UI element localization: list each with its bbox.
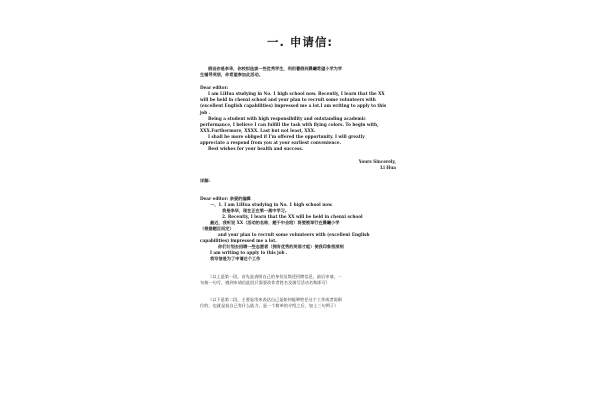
note-line: 句接一句写，遇到申请信此段只需要改作者姓名及填写活动名称即可） [200, 279, 330, 285]
explanation-line: I am writing to apply to this job . [210, 250, 288, 256]
explanation-salutation: Dear editor: 亲爱的编辑 [200, 195, 251, 201]
note-line: （以上是第一段，首先是表明自己的身份及简述招聘信息，最后申请，一 [208, 273, 343, 279]
explanation-line: and your plan to recruit some volunteers with (excellent English [218, 232, 370, 238]
prompt-line: 假设你是李华，你校拟选拔一些优秀学生，利用暑假到晨曦希望小学为学 [208, 66, 343, 71]
explanation-line: 2. Recently, I learn that the XX will be held in chenxi school [222, 213, 363, 219]
explanation-line: 我是李华，现在正在第一高中学习。 [222, 207, 290, 213]
letter-signature: Li Hua [380, 165, 396, 171]
paragraph-line: job . [200, 109, 211, 115]
page-title: 一. 申请信: [267, 35, 333, 49]
explanation-line: 我写信是为了申请这个工作 [210, 256, 261, 262]
explanation-line: 一、1. I am LiHua studying in No. 1 high school now. [210, 201, 333, 207]
letter-paragraph-2 [200, 116, 406, 134]
paragraph-line: I am LiHua studying in No. 1 high school now. Recently, I learn that the XX [208, 91, 385, 97]
letter-paragraph-1 [200, 91, 406, 115]
letter-paragraph-4 [200, 146, 406, 152]
paragraph-line: I shall be more obliged if I'm offered the opportunity. I will greatly [208, 133, 365, 139]
paragraph-line: Being a student with high responsibility and outstanding academic [208, 115, 366, 121]
letter-salutation: Dear editor: [200, 85, 229, 91]
letter-closing: Yours Sincerely, [358, 159, 396, 165]
explanation-line: （根据题目而定） [200, 225, 234, 231]
letter-paragraph-3 [200, 134, 406, 146]
paragraph-line: performance, I believe I can fulfill the task with flying colors. To begin with, [200, 121, 379, 127]
prompt-line: 生辅导英语，你希望参加此活动。 [200, 72, 263, 78]
paragraph-line: XXX.Furthermore, XXXX. Last but not least, XXX. [200, 127, 316, 133]
explanation-heading: 详解: [200, 178, 210, 184]
paragraph-line: (excellent English capabilities) impressed me a lot.I am writing to apply to this [200, 103, 387, 109]
explanation-line: 你们计划去招聘一些志愿者（拥有优秀的英语才能）使我印象很深刻 [218, 244, 344, 250]
paragraph-line: Best wishes for your health and success. [208, 146, 304, 152]
explanation-notes [200, 274, 406, 309]
paragraph-line: will be held in chenxi school and your plan to recruit some volunteers with [200, 97, 376, 103]
note-line: 位的，也就是说自己有什么能力，是一个简单的介绍之后，加上三句例子） [200, 302, 339, 308]
paragraph-line: appreciate a respond from you at your earliest convenience. [200, 140, 342, 146]
document-body [200, 66, 406, 309]
explanation-line: capabilities) impressed me a lot. [200, 238, 277, 244]
note-line: （以下是第二段，主要是用来表达自己是如何能够胜任这个工作或者说职 [208, 296, 343, 302]
explanation-line: 最近，我听说 XX（活动的名称，题干中会给）将要被举行在晨曦小学 [210, 219, 340, 225]
